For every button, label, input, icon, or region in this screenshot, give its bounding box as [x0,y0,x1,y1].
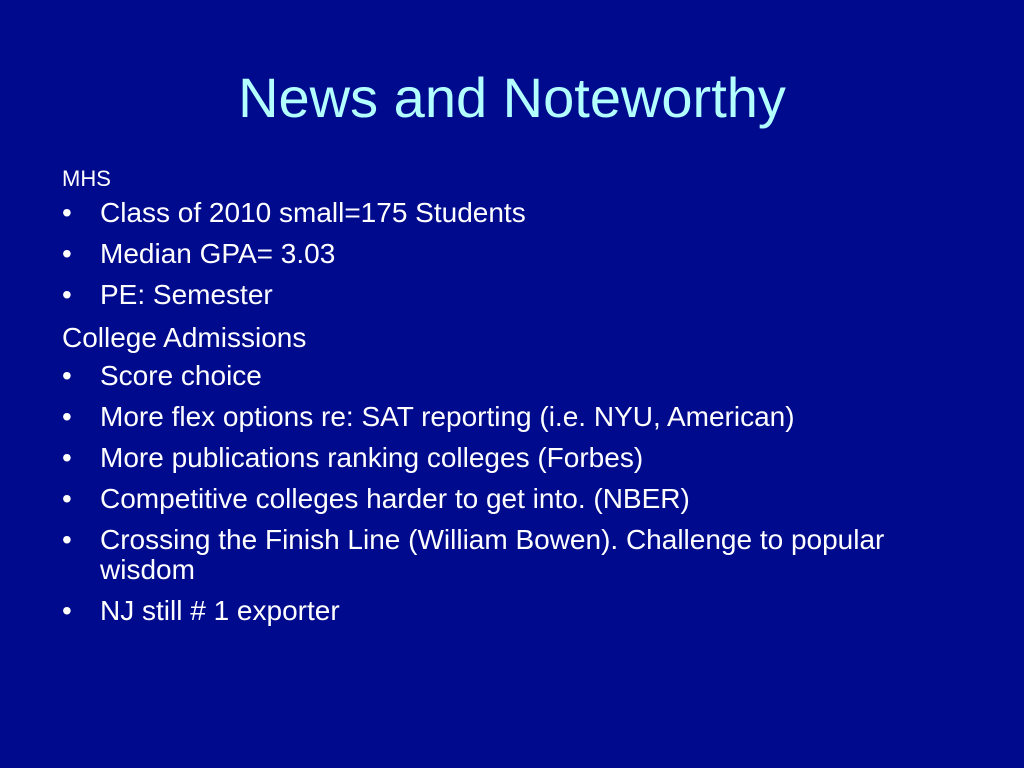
list-item [62,596,982,626]
list-item [62,198,982,228]
bullet-icon: • [62,360,72,391]
list-item [62,402,982,432]
list-item-text: Median GPA= 3.03 [100,238,336,269]
bullet-icon: • [62,197,72,228]
slide-content [62,164,982,637]
list-item [62,484,982,514]
bullet-icon: • [62,238,72,269]
bullet-list-mhs [62,198,982,310]
list-item-text: Competitive colleges harder to get into. (NBER) [100,483,690,514]
list-item [62,239,982,269]
list-item-text: PE: Semester [100,279,273,310]
bullet-list-college-admissions [62,361,982,626]
list-item-text: Class of 2010 small=175 Students [100,197,526,228]
list-item-text: More flex options re: SAT reporting (i.e. NYU, American) [100,401,795,432]
list-item-text: More publications ranking colleges (Forbes) [100,442,644,473]
list-item-text: NJ still # 1 exporter [100,595,340,626]
bullet-icon: • [62,483,72,514]
list-item-text: Score choice [100,360,262,391]
bullet-icon: • [62,442,72,473]
list-item [62,443,982,473]
slide-title: News and Noteworthy [238,66,786,129]
section-heading-college-admissions: College Admissions [62,322,307,353]
bullet-icon: • [62,279,72,310]
list-item [62,280,982,310]
bullet-icon: • [62,595,72,626]
bullet-icon: • [62,401,72,432]
list-item [62,525,982,585]
section-heading-mhs: MHS [62,166,111,191]
list-item-text: Crossing the Finish Line (William Bowen). Challenge to popular wisdom [100,524,885,585]
bullet-icon: • [62,524,72,555]
list-item [62,361,982,391]
